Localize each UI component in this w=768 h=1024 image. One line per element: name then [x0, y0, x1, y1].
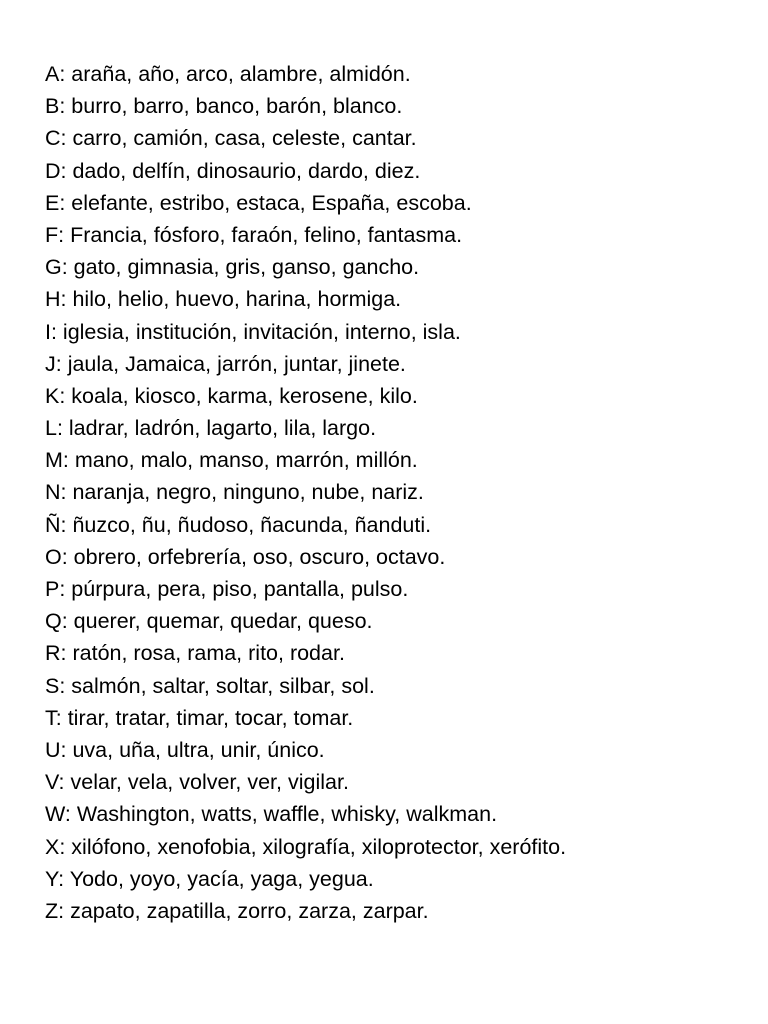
letter-line-q: Q: querer, quemar, quedar, queso.	[45, 609, 373, 634]
letter-line-d: D: dado, delfín, dinosaurio, dardo, diez.	[45, 158, 421, 183]
letter-line-k: K: koala, kiosco, karma, kerosene, kilo.	[45, 383, 418, 408]
letter-line-i: I: iglesia, institución, invitación, interno, isla.	[45, 319, 461, 344]
letter-line-b: B: burro, barro, banco, barón, blanco.	[45, 94, 403, 119]
letter-line-a: A: araña, año, arco, alambre, almidón.	[45, 62, 411, 86]
letter-line-c: C: carro, camión, casa, celeste, cantar.	[45, 126, 417, 151]
letter-line-v: V: velar, vela, volver, ver, vigilar.	[45, 770, 349, 795]
letter-line-j: J: jaula, Jamaica, jarrón, juntar, jinete.	[45, 351, 406, 376]
letter-line-t: T: tirar, tratar, timar, tocar, tomar.	[45, 705, 354, 730]
letter-line-r: R: ratón, rosa, rama, rito, rodar.	[45, 641, 345, 666]
letter-line-z: Z: zapato, zapatilla, zorro, zarza, zarpar.	[45, 898, 429, 923]
letter-line-h: H: hilo, helio, huevo, harina, hormiga.	[45, 287, 402, 312]
letter-line-x: X: xilófono, xenofobia, xilografía, xiloprotector, xerófito.	[45, 834, 567, 859]
letter-line-s: S: salmón, saltar, soltar, silbar, sol.	[45, 673, 375, 698]
letter-line-e: E: elefante, estribo, estaca, España, escoba.	[45, 190, 472, 215]
letter-line-y: Y: Yodo, yoyo, yacía, yaga, yegua.	[45, 866, 374, 891]
letter-line-g: G: gato, gimnasia, gris, ganso, gancho.	[45, 255, 420, 280]
letter-line-w: W: Washington, watts, waffle, whisky, walkman.	[45, 802, 498, 827]
letter-line-f: F: Francia, fósforo, faraón, felino, fantasma.	[45, 222, 463, 247]
letter-line-n: N: naranja, negro, ninguno, nube, nariz.	[45, 480, 424, 505]
letter-line-u: U: uva, uña, ultra, unir, único.	[45, 737, 325, 762]
letter-line-enye: Ñ: ñuzco, ñu, ñudoso, ñacunda, ñanduti.	[45, 512, 432, 537]
letter-line-p: P: púrpura, pera, piso, pantalla, pulso.	[45, 577, 409, 601]
letter-line-o: O: obrero, orfebrería, oso, oscuro, octavo.	[45, 544, 446, 569]
letter-line-l: L: ladrar, ladrón, lagarto, lila, largo.	[45, 416, 377, 441]
alphabet-word-list	[45, 58, 566, 927]
letter-line-m: M: mano, malo, manso, marrón, millón.	[45, 448, 418, 473]
